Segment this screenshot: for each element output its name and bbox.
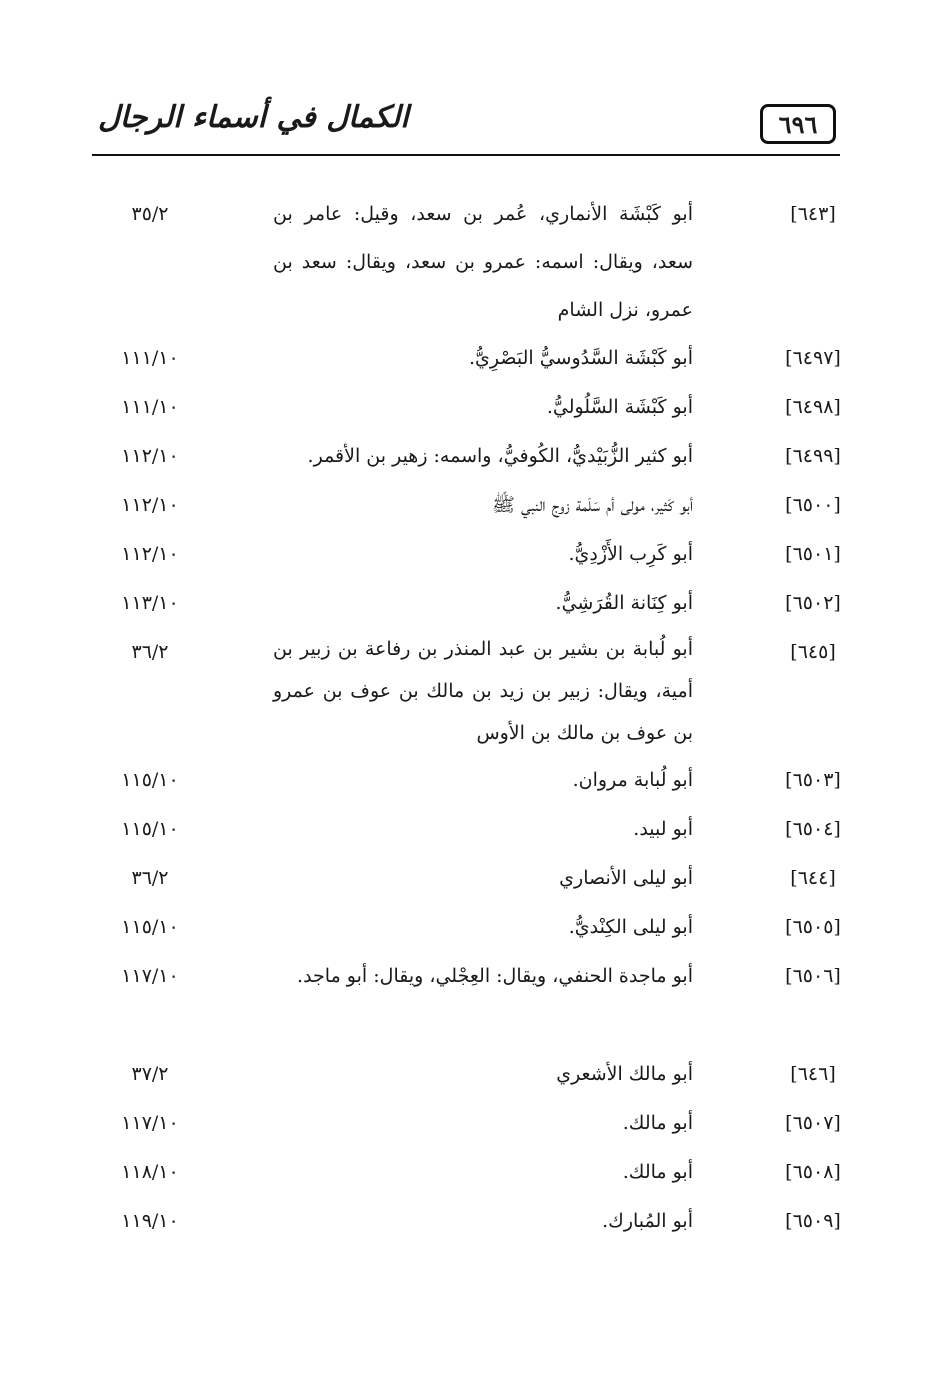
entry-name: أبو المُبارك.	[602, 1210, 693, 1232]
book-title: الكمال في أسماء الرجال	[98, 100, 409, 135]
entry-ref: [٦٥٠٢]	[785, 592, 841, 614]
entry-ref: [٦٤٩٩]	[785, 445, 841, 467]
entry-name: أبو ماجدة الحنفي، ويقال: العِجْلي، ويقال: أبو ماجد.	[297, 965, 693, 987]
entry-ref: [٦٥٠٦]	[785, 965, 841, 987]
entry-name: أبو ليلى الأنصاري	[559, 867, 693, 889]
entry-location: ٣٦/٢	[131, 641, 169, 663]
entry-name: أبو كثير الزُّبَيْديُّ، الكُوفيُّ، واسمه: زهير بن الأقمر.	[307, 445, 693, 467]
entry-ref: [٦٥٠٠]	[785, 494, 841, 516]
entry-location: ١١٢/١٠	[121, 445, 179, 467]
entry-ref: [٦٥٠٩]	[785, 1210, 841, 1232]
entry-name: أبو لُبابة بن بشير بن عبد المنذر بن رفاعة بن زبير بن أمية، ويقال: زبير بن زيد بن مالك بن عوف بن عمرو بن عوف بن مالك بن الأوس	[273, 638, 693, 744]
entry-name: أبو كَرِب الأَزْدِيُّ.	[568, 543, 693, 565]
entry-ref: [٦٥٠١]	[785, 543, 841, 565]
entry-ref: [٦٤٣]	[790, 203, 836, 225]
entry-location: ١١٩/١٠	[121, 1210, 179, 1232]
entry-name: أبو كَبْشَة الأنماري، عُمر بن سعد، وقيل: عامر بن سعد، ويقال: اسمه: عمرو بن سعد، ويقال: سعد بن عمرو، نزل الشام	[273, 203, 693, 321]
entry-name: أبو كِنَانة القُرَشِيُّ.	[555, 592, 693, 614]
entry-ref: [٦٥٠٥]	[785, 916, 841, 938]
entry-location: ١١٨/١٠	[121, 1161, 179, 1183]
entry-name: أبو كَبْشَة السَّدُوسيُّ البَصْرِيُّ.	[468, 347, 693, 369]
page-number: ٦٩٦	[760, 104, 836, 144]
entry-name: أبو كَبْشَة السَّلُوليُّ.	[546, 396, 693, 418]
entry-name: أبو لبيد.	[633, 818, 693, 840]
entry-location: ١١١/١٠	[121, 347, 179, 369]
entry-location: ١١٥/١٠	[121, 769, 179, 791]
entry-name: أبو مالك الأشعري	[556, 1063, 693, 1085]
entry-location: ١١٢/١٠	[121, 494, 179, 516]
entry-ref: [٦٥٠٣]	[785, 769, 841, 791]
entry-ref: [٦٥٠٧]	[785, 1112, 841, 1134]
entry-ref: [٦٤٩٨]	[785, 396, 841, 418]
entry-name: أبو ليلى الكِنْديُّ.	[568, 916, 693, 938]
entry-location: ٣٧/٢	[131, 1063, 169, 1085]
entry-location: ١١٥/١٠	[121, 916, 179, 938]
entry-ref: [٦٥٠٤]	[785, 818, 841, 840]
entry-ref: [٦٤٥]	[790, 641, 836, 663]
entry-name: أبو كَثير، مولى أم سَلَمة زوج النبي ﷺ	[492, 494, 693, 516]
entry-ref: [٦٤٦]	[790, 1063, 836, 1085]
entry-ref: [٦٥٠٨]	[785, 1161, 841, 1183]
entry-name: أبو مالك.	[622, 1112, 693, 1134]
entry-location: ٣٥/٢	[131, 203, 169, 225]
entry-name: أبو لُبابة مروان.	[572, 769, 693, 791]
entry-location: ١١١/١٠	[121, 396, 179, 418]
entry-location: ١١٧/١٠	[121, 965, 179, 987]
entry-location: ١١٣/١٠	[121, 592, 179, 614]
entry-location: ١١٥/١٠	[121, 818, 179, 840]
entry-location: ٣٦/٢	[131, 867, 169, 889]
entry-location: ١١٧/١٠	[121, 1112, 179, 1134]
entry-ref: [٦٤٩٧]	[785, 347, 841, 369]
entry-name: أبو مالك.	[622, 1161, 693, 1183]
entry-location: ١١٢/١٠	[121, 543, 179, 565]
entry-ref: [٦٤٤]	[790, 867, 836, 889]
